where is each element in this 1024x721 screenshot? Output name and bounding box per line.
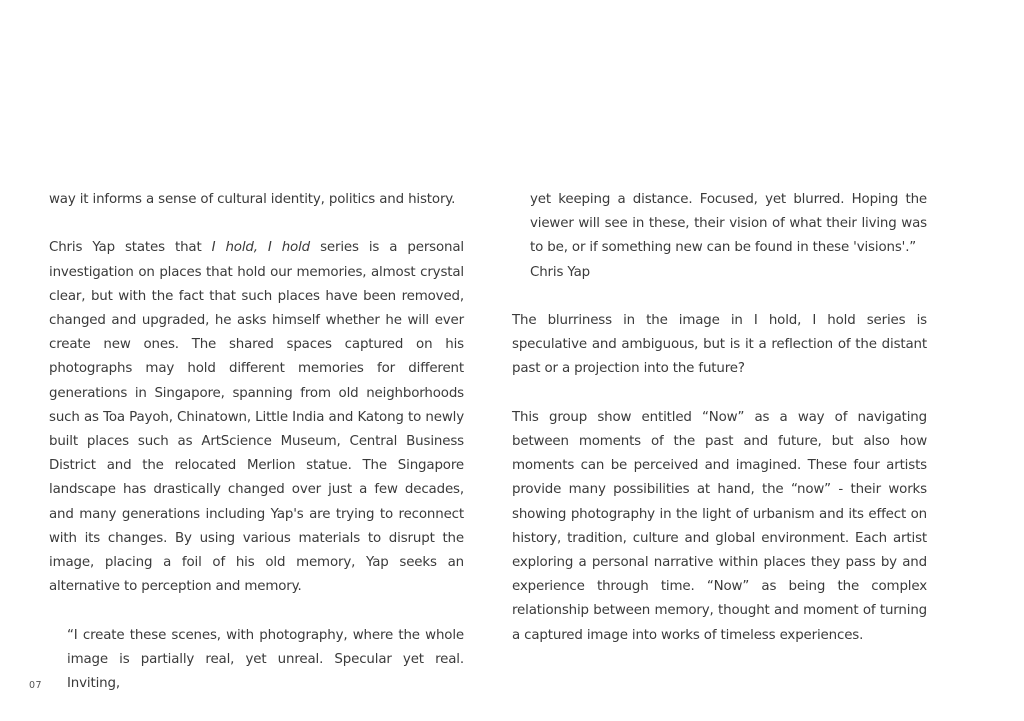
left-column [49,188,464,696]
left-paragraph-2-intro: Chris Yap states that [49,240,212,256]
quote-author: Chris Yap [530,264,590,280]
series-title-italic: I hold, I hold [211,240,311,256]
page-number: 07 [29,680,43,691]
right-column [512,188,927,648]
left-paragraph-2 [49,236,464,599]
right-paragraph-2: This group show entitled “Now” as a way of navigating between moments of the past and future, but also how moments can be perceived and imagined. These four artists provide many possibilities at hand, the “now” - their works showing photography in the light of urbanism and its effect on history, tradition, culture and global environment. Each artist exploring a personal narrative within places they pass by and experience through time. “Now” as being the complex relationship between memory, thought and moment of turning a captured image into works of timeless experiences. [512,409,927,643]
artist-quote-start: “I create these scenes, with photography, where the whole image is partially real, yet unreal. Specular yet real. Inviting, [67,627,464,692]
right-paragraph-1: The blurriness in the image in I hold, I hold series is speculative and ambiguous, but is it a reflection of the distant past or a projection into the future? [512,313,927,377]
left-paragraph-2-body: series is a personal investigation on places that hold our memories, almost crystal clear, but with the fact that such places have been removed, changed and upgraded, he asks himself whether he will ever create new ones. The shared spaces captured on his photographs may hold different memories for different generations in Singapore, spanning from old neighborhoods such as Toa Payoh, Chinatown, Little India and Katong to newly built places such as ArtScience Museum, Central Business District and the relocated Merlion statue. The Singapore landscape has drastically changed over just a few decades, and many generations including Yap's are trying to reconnect with its changes. By using various materials to disrupt the image, placing a foil of his old memory, Yap seeks an alternative to perception and memory. [49,240,465,595]
left-paragraph-1: way it informs a sense of cultural identity, politics and history. [49,192,456,207]
artist-quote-continued: yet keeping a distance. Focused, yet blurred. Hoping the viewer will see in these, their vision of what their living was to be, or if something new can be found in these 'visions'.” [530,192,927,256]
